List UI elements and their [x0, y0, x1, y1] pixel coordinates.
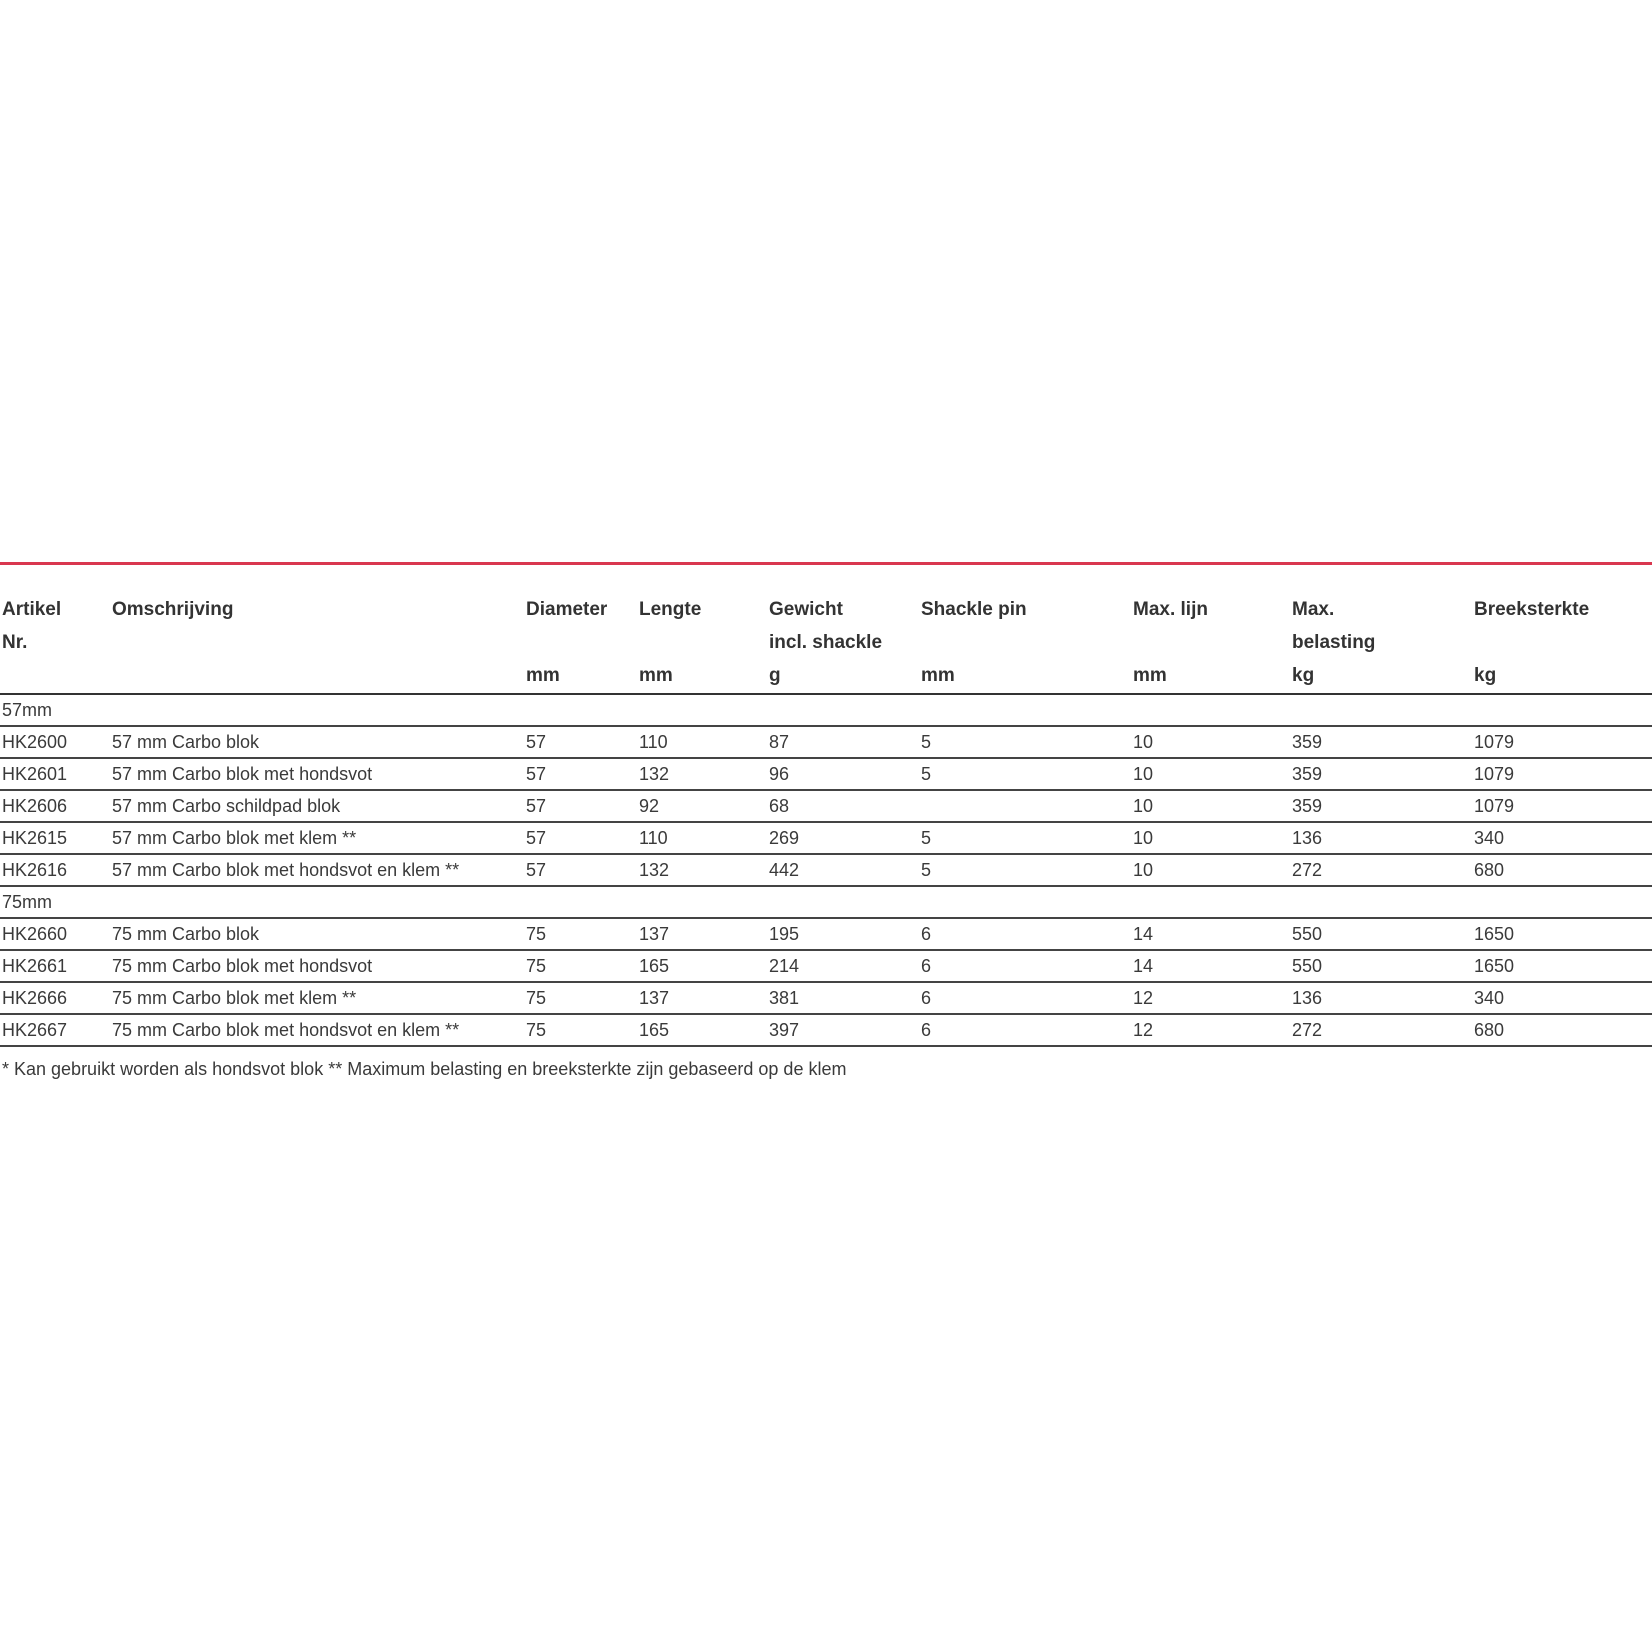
cell-lengte: 132: [637, 758, 767, 790]
cell-breeksterkte: 1079: [1472, 726, 1652, 758]
cell-diameter: 57: [524, 790, 637, 822]
column-header-label: Max. lijn: [1133, 599, 1208, 620]
cell-diameter: 75: [524, 950, 637, 982]
column-header-label: belasting: [1292, 632, 1376, 653]
column-header-label: Breeksterkte: [1474, 599, 1590, 620]
table-row: [0, 918, 1652, 950]
cell-diameter: 57: [524, 822, 637, 854]
column-unit: kg: [1474, 665, 1497, 686]
cell-shackle-pin: 6: [919, 950, 1131, 982]
column-header-label: [1474, 626, 1652, 659]
cell-lengte: 92: [637, 790, 767, 822]
cell-diameter: 75: [524, 982, 637, 1014]
cell-shackle-pin: [919, 790, 1131, 822]
cell-max-lijn: 10: [1131, 790, 1290, 822]
cell-breeksterkte: 1650: [1472, 950, 1652, 982]
cell-max-belasting: 136: [1290, 982, 1472, 1014]
column-unit: g: [769, 665, 781, 686]
cell-artikel-nr: HK2660: [0, 918, 110, 950]
column-header-label: Gewicht: [769, 599, 843, 620]
column-header-breeksterkte: [1472, 565, 1652, 694]
cell-max-belasting: 272: [1290, 854, 1472, 886]
cell-omschrijving: 75 mm Carbo blok met hondsvot en klem **: [110, 1014, 524, 1046]
table-row: [0, 1014, 1652, 1046]
table-body: [0, 694, 1652, 1046]
column-header-lengte: [637, 565, 767, 694]
cell-breeksterkte: 680: [1472, 854, 1652, 886]
cell-breeksterkte: 340: [1472, 982, 1652, 1014]
group-row: [0, 694, 1652, 726]
cell-shackle-pin: 6: [919, 982, 1131, 1014]
cell-artikel-nr: HK2616: [0, 854, 110, 886]
cell-diameter: 57: [524, 854, 637, 886]
column-unit: mm: [526, 665, 560, 686]
cell-omschrijving: 57 mm Carbo blok met klem **: [110, 822, 524, 854]
cell-omschrijving: 57 mm Carbo blok: [110, 726, 524, 758]
cell-gewicht: 381: [767, 982, 919, 1014]
column-header-label: Max.: [1292, 599, 1335, 620]
table-row: [0, 726, 1652, 758]
cell-max-lijn: 10: [1131, 854, 1290, 886]
cell-max-lijn: 12: [1131, 1014, 1290, 1046]
cell-lengte: 165: [637, 1014, 767, 1046]
cell-gewicht: 96: [767, 758, 919, 790]
column-header-label: [921, 626, 1131, 659]
cell-diameter: 75: [524, 1014, 637, 1046]
cell-shackle-pin: 6: [919, 1014, 1131, 1046]
cell-artikel-nr: HK2601: [0, 758, 110, 790]
column-unit: mm: [1133, 665, 1167, 686]
cell-lengte: 137: [637, 982, 767, 1014]
cell-artikel-nr: HK2606: [0, 790, 110, 822]
column-header-label: [639, 626, 767, 659]
column-unit: mm: [639, 665, 673, 686]
cell-max-lijn: 14: [1131, 950, 1290, 982]
cell-shackle-pin: 5: [919, 854, 1131, 886]
cell-gewicht: 87: [767, 726, 919, 758]
cell-shackle-pin: 5: [919, 822, 1131, 854]
column-header-diameter: [524, 565, 637, 694]
cell-max-belasting: 550: [1290, 950, 1472, 982]
cell-breeksterkte: 680: [1472, 1014, 1652, 1046]
cell-max-belasting: 272: [1290, 1014, 1472, 1046]
column-header-label: Diameter: [526, 599, 608, 620]
cell-omschrijving: 57 mm Carbo blok met hondsvot: [110, 758, 524, 790]
cell-gewicht: 195: [767, 918, 919, 950]
cell-breeksterkte: 1079: [1472, 790, 1652, 822]
table-row: [0, 982, 1652, 1014]
group-label: 75mm: [0, 886, 1652, 918]
cell-omschrijving: 75 mm Carbo blok met klem **: [110, 982, 524, 1014]
cell-shackle-pin: 5: [919, 726, 1131, 758]
column-unit: [112, 659, 524, 692]
cell-max-lijn: 10: [1131, 726, 1290, 758]
cell-lengte: 165: [637, 950, 767, 982]
cell-lengte: 137: [637, 918, 767, 950]
table-row: [0, 790, 1652, 822]
header-row: [0, 565, 1652, 694]
cell-gewicht: 214: [767, 950, 919, 982]
cell-shackle-pin: 5: [919, 758, 1131, 790]
cell-artikel-nr: HK2666: [0, 982, 110, 1014]
group-row: [0, 886, 1652, 918]
column-header-artikel-nr: [0, 565, 110, 694]
cell-breeksterkte: 1650: [1472, 918, 1652, 950]
column-header-label: incl. shackle: [769, 632, 883, 653]
cell-artikel-nr: HK2667: [0, 1014, 110, 1046]
table-header: [0, 565, 1652, 694]
cell-breeksterkte: 340: [1472, 822, 1652, 854]
cell-gewicht: 269: [767, 822, 919, 854]
cell-max-lijn: 10: [1131, 758, 1290, 790]
cell-diameter: 57: [524, 726, 637, 758]
cell-max-belasting: 359: [1290, 758, 1472, 790]
column-unit: mm: [921, 665, 955, 686]
column-header-label: [112, 626, 524, 659]
cell-breeksterkte: 1079: [1472, 758, 1652, 790]
cell-omschrijving: 57 mm Carbo blok met hondsvot en klem **: [110, 854, 524, 886]
cell-max-lijn: 12: [1131, 982, 1290, 1014]
column-header-label: [526, 626, 637, 659]
cell-gewicht: 397: [767, 1014, 919, 1046]
cell-lengte: 132: [637, 854, 767, 886]
footnote: * Kan gebruikt worden als hondsvot blok ** Maximum belasting en breeksterkte zijn gebaseerd op de klem: [2, 1059, 847, 1079]
cell-gewicht: 68: [767, 790, 919, 822]
table-row: [0, 822, 1652, 854]
column-header-max-belasting: [1290, 565, 1472, 694]
cell-omschrijving: 75 mm Carbo blok: [110, 918, 524, 950]
column-header-label: Lengte: [639, 599, 702, 620]
column-header-label: Omschrijving: [112, 599, 234, 620]
cell-max-belasting: 359: [1290, 790, 1472, 822]
cell-max-belasting: 550: [1290, 918, 1472, 950]
cell-omschrijving: 57 mm Carbo schildpad blok: [110, 790, 524, 822]
cell-max-lijn: 14: [1131, 918, 1290, 950]
cell-artikel-nr: HK2615: [0, 822, 110, 854]
column-header-gewicht: [767, 565, 919, 694]
column-header-label: [1133, 626, 1290, 659]
cell-max-lijn: 10: [1131, 822, 1290, 854]
cell-diameter: 57: [524, 758, 637, 790]
table-row: [0, 854, 1652, 886]
table-row: [0, 950, 1652, 982]
cell-lengte: 110: [637, 822, 767, 854]
cell-max-belasting: 136: [1290, 822, 1472, 854]
column-header-omschrijving: [110, 565, 524, 694]
spec-sheet: [0, 562, 1652, 1080]
group-label: 57mm: [0, 694, 1652, 726]
column-unit: kg: [1292, 665, 1315, 686]
cell-artikel-nr: HK2600: [0, 726, 110, 758]
cell-artikel-nr: HK2661: [0, 950, 110, 982]
column-unit: [2, 659, 110, 692]
column-header-shackle-pin: [919, 565, 1131, 694]
spec-table: [0, 565, 1652, 1047]
table-row: [0, 758, 1652, 790]
cell-diameter: 75: [524, 918, 637, 950]
cell-max-belasting: 359: [1290, 726, 1472, 758]
column-header-label: Artikel: [2, 599, 62, 620]
column-header-label: Nr.: [2, 632, 28, 653]
cell-omschrijving: 75 mm Carbo blok met hondsvot: [110, 950, 524, 982]
column-header-label: Shackle pin: [921, 599, 1027, 620]
cell-lengte: 110: [637, 726, 767, 758]
column-header-max-lijn: [1131, 565, 1290, 694]
cell-shackle-pin: 6: [919, 918, 1131, 950]
cell-gewicht: 442: [767, 854, 919, 886]
